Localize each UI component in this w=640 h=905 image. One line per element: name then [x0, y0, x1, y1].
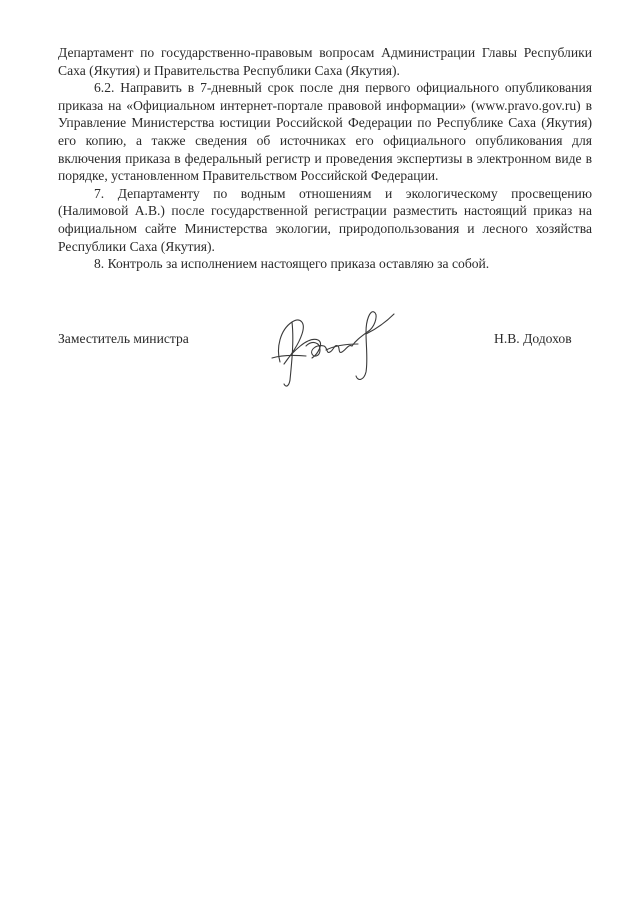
document-body — [58, 44, 592, 273]
paragraph-item-8: 8. Контроль за исполнением настоящего приказа оставляю за собой. — [94, 256, 490, 272]
paragraph-item-7: 7. Департаменту по водным отношениям и экологическому просвещению (Налимовой А.В.) после государственной регистрации разместить настоящий приказ на официальном сайте Министерства экологии, природопользования и лесного хозяйства Республики Саха (Якутия). — [58, 185, 592, 254]
handwritten-signature — [262, 300, 412, 390]
signatory-role: Заместитель министра — [58, 331, 189, 346]
paragraph-department-continuation: Департамент по государственно-правовым вопросам Администрации Главы Республики Саха (Якутия) и Правительства Республики Саха (Якутия). — [58, 45, 592, 78]
paragraph-item-6-2: 6.2. Направить в 7-дневный срок после дня первого официального опубликования приказа на «Официальном интернет-портале правовой информации» (www.pravo.gov.ru) в Управление Министерства юстиции Российской Федерации по Республике Саха (Якутия) его копию, а также сведения об источниках его официального опубликования для включения приказа в федеральный регистр и проведения экспертизы в электронном виде в порядке, установленном Правительством Российской Федерации. — [58, 80, 592, 184]
signatory-name: Н.В. Додохов — [494, 331, 572, 346]
